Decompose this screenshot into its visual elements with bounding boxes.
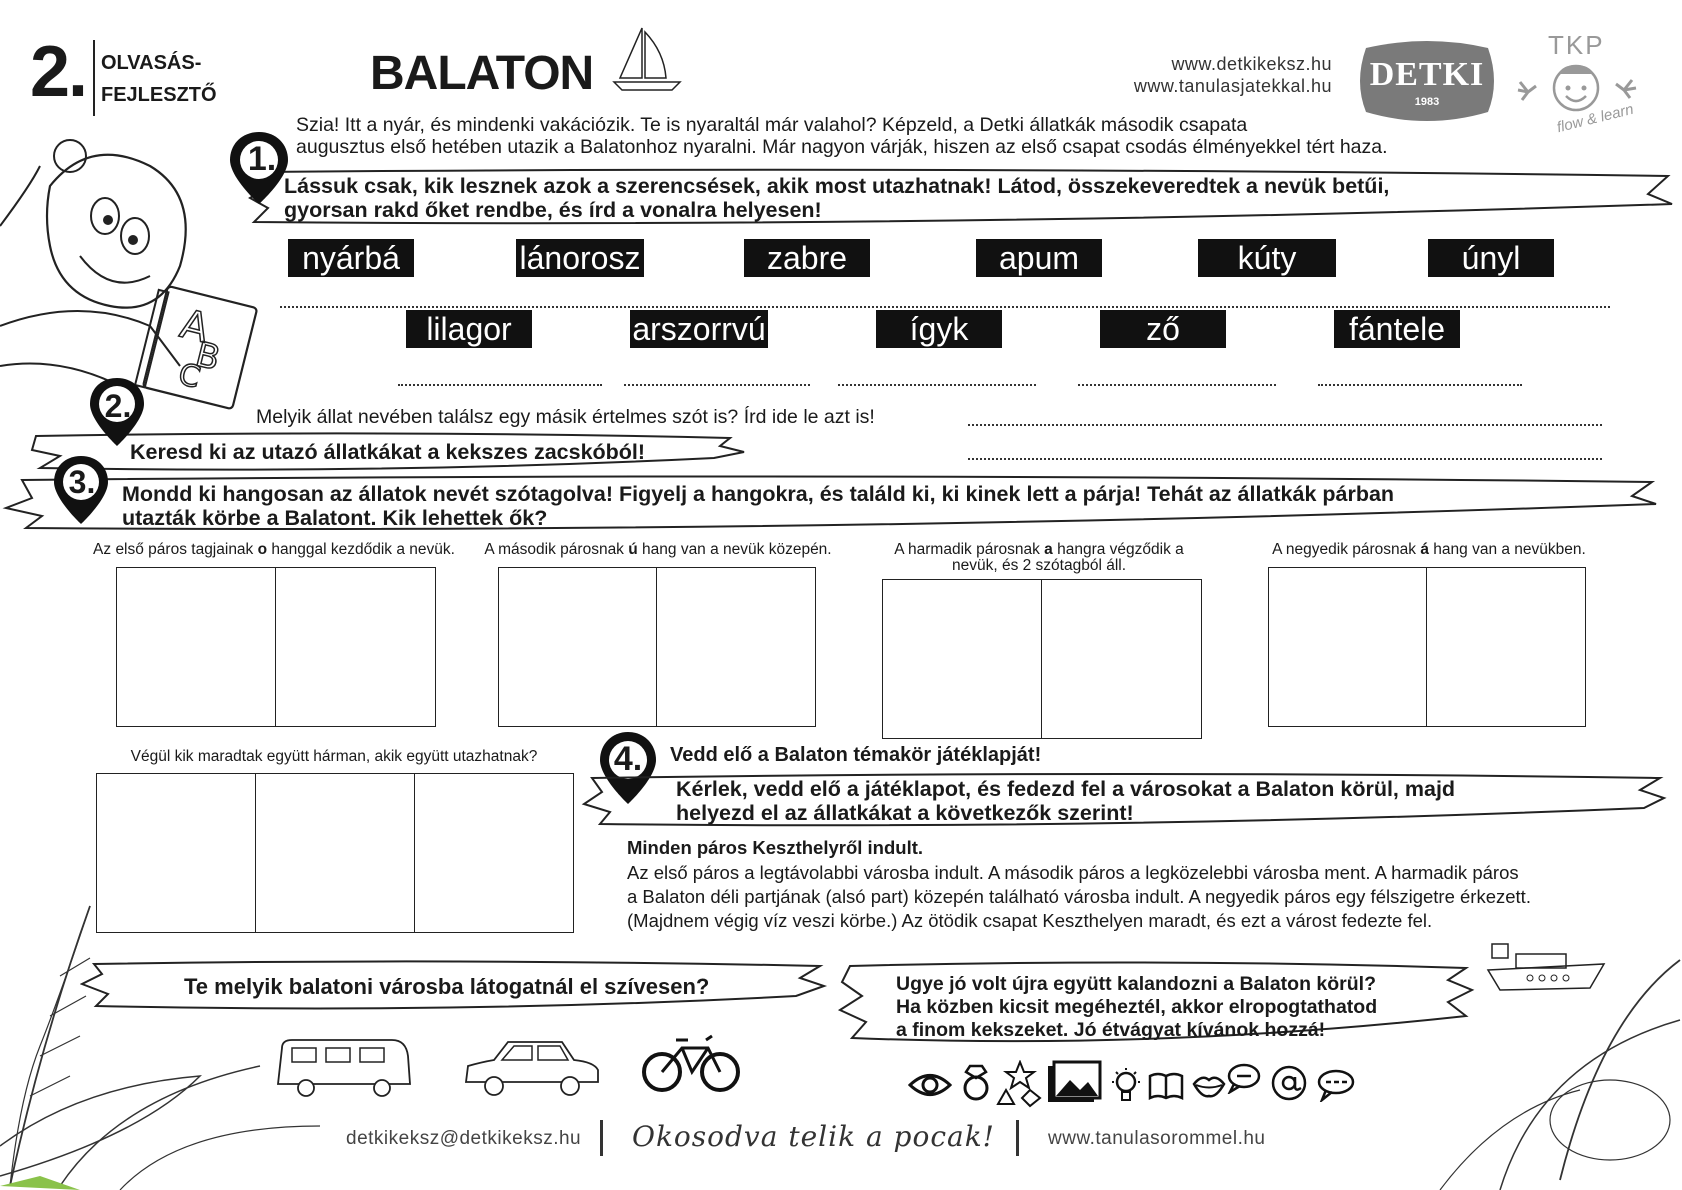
steamboat-icon bbox=[1486, 940, 1606, 996]
task4-instruction-line1: Kérlek, vedd elő a játéklapot, és fedezd fel a városokat a Balaton körül, majd bbox=[676, 777, 1456, 801]
task3-instruction-line1: Mondd ki hangosan az állatok nevét szótagolva! Figyelj a hangokra, és találd ki, ki kinek lett a párja! Tehát az állatkák párban bbox=[122, 482, 1395, 506]
task3-number: 3. bbox=[68, 464, 96, 500]
pair2-caption bbox=[468, 542, 848, 558]
category-label-line2: FEJLESZTŐ bbox=[101, 84, 217, 106]
task4-title: Vedd elő a Balaton témakör játéklapját! bbox=[670, 744, 1042, 766]
task4-number: 4. bbox=[613, 740, 643, 778]
detki-logo-text: DETKI bbox=[1369, 56, 1485, 93]
answer-line-row1[interactable] bbox=[280, 306, 1610, 308]
answer-line[interactable] bbox=[838, 384, 1036, 386]
task4-instruction-line2: helyezd el az állatkákat a következők szerint! bbox=[676, 801, 1134, 825]
scrambled-word-tile: zabre bbox=[744, 239, 870, 277]
scrambled-word-tile: arszorrvú bbox=[630, 310, 768, 348]
pair4-answer-box[interactable] bbox=[1268, 567, 1586, 727]
scrambled-word-tile: lánorosz bbox=[516, 239, 644, 277]
task2-number: 2. bbox=[104, 388, 132, 424]
answer-line[interactable] bbox=[398, 384, 602, 386]
pair1-caption-bold: o bbox=[257, 541, 268, 558]
scrambled-word-tile: únyl bbox=[1428, 239, 1554, 277]
scrambled-word-tile: lilagor bbox=[406, 310, 532, 348]
scrambled-word-tile: kúty bbox=[1198, 239, 1336, 277]
section-number: 2. bbox=[30, 32, 87, 112]
box-divider bbox=[414, 774, 415, 932]
tkp-slogan: flow & learn bbox=[1555, 100, 1636, 137]
lightbulb-icon bbox=[1110, 1066, 1142, 1106]
intro-line-2: augusztus első hetében utazik a Balatonhoz nyaralni. Már nagyon várják, hiszen az első csapat csodás élményekkel tért haza. bbox=[296, 136, 1388, 158]
scrambled-word-tile: nyárbá bbox=[288, 239, 414, 277]
pair3-caption-pre: A harmadik párosnak bbox=[894, 541, 1045, 558]
scrambled-word-tile: fántele bbox=[1334, 310, 1460, 348]
scrambled-word-tile: apum bbox=[976, 239, 1102, 277]
pair2-caption-bold: ú bbox=[628, 541, 638, 558]
pair1-caption bbox=[84, 542, 464, 558]
picture-icon bbox=[1046, 1060, 1102, 1106]
pair3-answer-box[interactable] bbox=[882, 579, 1202, 739]
pair2-caption-pre: A második párosnak bbox=[484, 541, 629, 558]
task1-instruction-line2: gyorsan rakd őket rendbe, és írd a vonalra helyesen! bbox=[284, 198, 822, 222]
task1-instruction-line1: Lássuk csak, kik lesznek azok a szerencsések, akik most utazhatnak! Látod, összekeveredtek a nevük betűi, bbox=[284, 174, 1390, 198]
pair4-caption-pre: A negyedik párosnak bbox=[1272, 541, 1421, 558]
pair2-answer-box[interactable] bbox=[498, 567, 816, 727]
task4-subtitle: Minden páros Keszthelyről indult. bbox=[627, 837, 924, 858]
pair2-caption-post: hang van a nevük közepén. bbox=[637, 541, 832, 558]
task4-body-line2: a Balaton déli partjának (alsó part) közepén található városba indult. A negyedik páros egy félszigetre érkezett. bbox=[627, 886, 1531, 907]
pair4-caption-post: hang van a nevükben. bbox=[1428, 541, 1586, 558]
speech-bubble-icon bbox=[1226, 1062, 1262, 1094]
extra-answer-line-2[interactable] bbox=[968, 458, 1602, 460]
footer-divider bbox=[600, 1120, 603, 1156]
task4-body-line1: Az első páros a legtávolabbi városba indult. A második páros a legközelebbi városba ment. A harmadik páros bbox=[627, 862, 1519, 883]
pair1-caption-post: hanggal kezdődik a nevük. bbox=[267, 541, 455, 558]
box-divider bbox=[275, 568, 276, 726]
pair3-caption-post: hangra végződik a bbox=[1052, 541, 1184, 558]
closing-line2: Ha közben kicsit megéheztél, akkor elropogtathatod bbox=[896, 996, 1378, 1018]
detki-logo-year: 1983 bbox=[1414, 96, 1440, 108]
lips-icon bbox=[1192, 1074, 1226, 1098]
pair4-caption-bold: á bbox=[1420, 541, 1429, 558]
pair3-caption-line2: nevük, és 2 szótagból áll. bbox=[951, 557, 1127, 574]
website-link-detki[interactable]: www.detkikeksz.hu bbox=[1171, 54, 1332, 74]
minibus-icon bbox=[274, 1034, 414, 1102]
footer-url[interactable]: www.tanulasorommel.hu bbox=[1048, 1128, 1266, 1149]
tkp-logo-text: TKP bbox=[1548, 30, 1605, 60]
pair4-caption bbox=[1244, 542, 1614, 558]
footer-slogan: Okosodva telik a pocak! bbox=[632, 1120, 995, 1153]
answer-line[interactable] bbox=[624, 384, 810, 386]
task4-body-line3: (Majdnem végig víz veszi körbe.) Az ötödik csapat Keszthelyen maradt, és ezt a várost fedezte fel. bbox=[627, 910, 1433, 931]
book-icon bbox=[1148, 1072, 1184, 1100]
pair1-caption-pre: Az első páros tagjainak bbox=[93, 541, 258, 558]
task3-instruction-line2: utazták körbe a Balatont. Kik lehettek ők? bbox=[122, 506, 548, 530]
answer-line[interactable] bbox=[1078, 384, 1276, 386]
page-title: BALATON bbox=[370, 47, 594, 100]
svg-text:B: B bbox=[191, 334, 224, 379]
pair3-caption-bold: a bbox=[1044, 541, 1053, 558]
car-icon bbox=[462, 1034, 602, 1102]
scrambled-word-tile: ző bbox=[1100, 310, 1226, 348]
svg-text:A: A bbox=[175, 301, 214, 353]
category-label-line1: OLVASÁS- bbox=[101, 52, 202, 74]
closing-line3: a finom kekszeket. Jó étvágyat kívánok hozzá! bbox=[896, 1019, 1326, 1041]
eye-icon bbox=[908, 1068, 952, 1102]
header-divider bbox=[93, 40, 95, 116]
pair1-answer-box[interactable] bbox=[116, 567, 436, 727]
intro-line-1: Szia! Itt a nyár, és mindenki vakációzik. Te is nyaraltál már valahol? Képzeld, a Detki állatkák második csapata bbox=[296, 114, 1248, 136]
ellipsis-bubble-icon bbox=[1316, 1068, 1356, 1102]
website-link-tanulas[interactable]: www.tanulasjatekkal.hu bbox=[1133, 76, 1332, 96]
answer-line[interactable] bbox=[1318, 384, 1522, 386]
box-divider bbox=[1041, 580, 1042, 738]
closing-line1: Ugye jó volt újra együtt kalandozni a Balaton körül? bbox=[896, 973, 1376, 995]
task1-extra-question: Melyik állat nevében találsz egy másik értelmes szót is? Írd ide le azt is! bbox=[256, 406, 875, 428]
pair3-caption bbox=[854, 542, 1224, 574]
scrambled-word-tile: ígyk bbox=[876, 310, 1002, 348]
task2-instruction: Keresd ki az utazó állatkákat a kekszes zacskóból! bbox=[130, 440, 646, 464]
extra-answer-line-1[interactable] bbox=[968, 424, 1602, 426]
bottom-question: Te melyik balatoni városba látogatnál el szívesen? bbox=[184, 974, 710, 999]
sailboat-icon bbox=[612, 22, 682, 92]
jungle-leaves-left-illustration bbox=[0, 846, 330, 1190]
ring-icon bbox=[962, 1062, 990, 1102]
trio-caption: Végül kik maradtak együtt hárman, akik együtt utazhatnak? bbox=[130, 748, 538, 765]
bicycle-icon bbox=[642, 1032, 740, 1094]
footer-email[interactable]: detkikeksz@detkikeksz.hu bbox=[346, 1128, 582, 1149]
svg-text:C: C bbox=[174, 356, 204, 396]
footer-divider bbox=[1016, 1120, 1019, 1156]
at-sign-icon bbox=[1270, 1064, 1308, 1102]
task1-number: 1. bbox=[247, 140, 277, 178]
box-divider bbox=[1426, 568, 1427, 726]
shapes-icon bbox=[996, 1060, 1044, 1108]
box-divider bbox=[656, 568, 657, 726]
